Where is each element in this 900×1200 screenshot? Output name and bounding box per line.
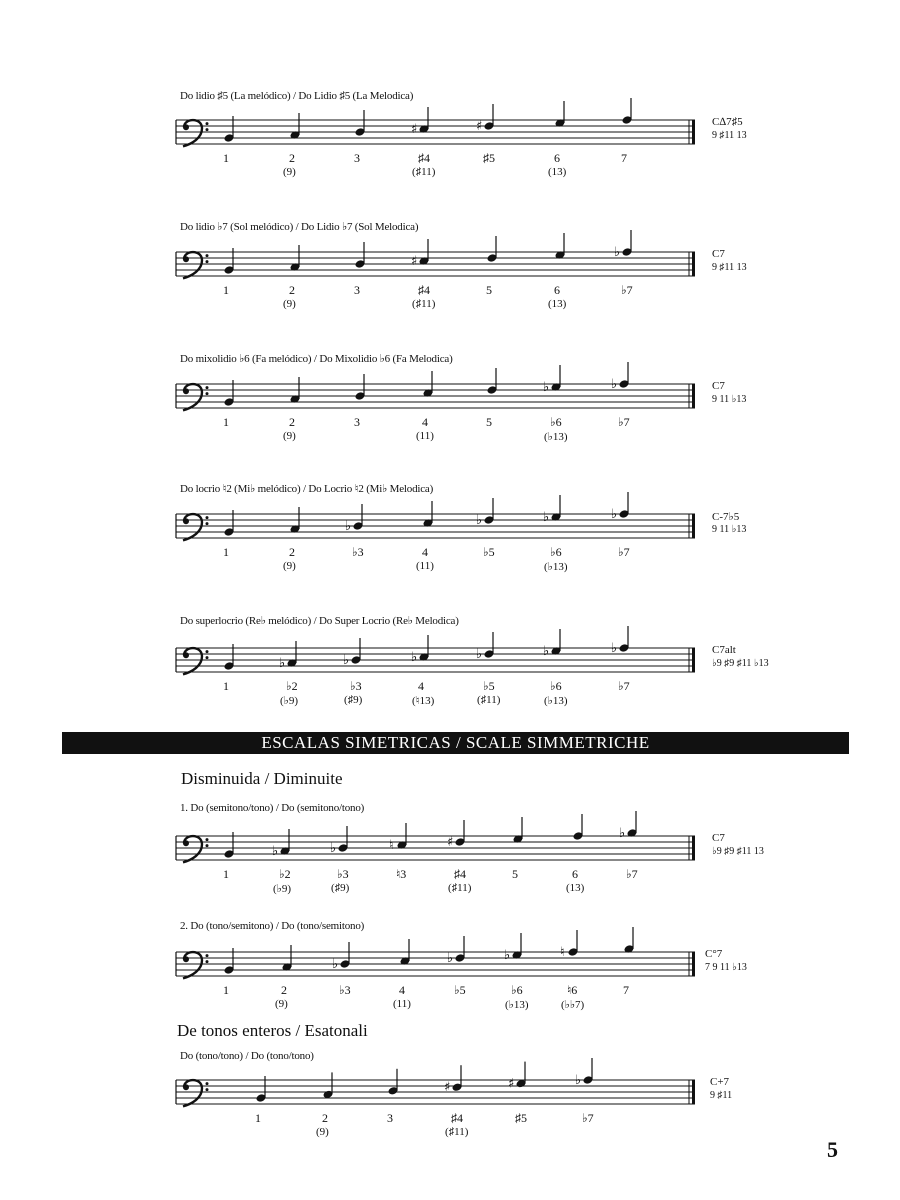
degree-label: 1 [223,983,229,997]
bass-clef-dot [183,388,189,394]
bass-clef-dot [206,254,209,257]
degree-label: ♭7 [626,867,638,881]
chord-extensions: ♭9 ♯9 ♯11 ♭13 [712,658,769,669]
bass-clef-icon [183,648,202,674]
accidental: ♮ [560,945,565,960]
tension-label: (♯11) [448,882,472,894]
chord-symbol: C∆7♯5 [712,116,743,128]
degree-label: ♭7 [618,415,630,429]
accidental: ♭ [330,841,337,856]
degree-label: ♭6 [511,983,523,997]
degree-label: ♭7 [621,283,633,297]
degree-label: 2 [289,545,295,559]
chord-extensions: 9 11 ♭13 [712,394,747,405]
accidental: ♮ [389,838,394,853]
diminished-heading: Disminuida / Diminuite [181,769,343,788]
degree-label: ♭5 [483,679,495,693]
degree-label: 5 [486,415,492,429]
degree-label: 1 [223,283,229,297]
chord-extensions: 7 9 11 ♭13 [705,962,747,973]
chord-extensions: 9 11 ♭13 [712,524,747,535]
bass-clef-icon [183,120,202,146]
degree-label: ♭5 [454,983,466,997]
tension-label: (♭9) [280,695,299,707]
tension-label: (11) [416,560,434,572]
tension-label: (11) [393,998,411,1010]
chord-symbol: C7alt [712,644,736,656]
tension-label: (9) [283,298,296,310]
chord-symbol: C7 [712,248,725,260]
bass-clef-dot [183,1084,189,1090]
degree-label: ♭7 [618,545,630,559]
degree-label: 1 [223,867,229,881]
bass-clef-dot [206,656,209,659]
accidental: ♭ [611,377,618,392]
accidental: ♭ [411,650,418,665]
degree-label: 2 [289,283,295,297]
accidental: ♯ [411,122,418,137]
degree-label: ♮3 [396,867,407,881]
bass-clef-dot [206,516,209,519]
accidental: ♭ [611,507,618,522]
tension-label: (♭9) [273,883,292,895]
accidental: ♭ [476,647,483,662]
chord-extensions: ♭9 ♯9 ♯11 13 [712,846,764,857]
accidental: ♭ [332,957,339,972]
scale-title: 1. Do (semitono/tono) / Do (semitono/tono) [180,802,365,814]
degree-label: 6 [554,151,560,165]
tension-label: (9) [316,1126,329,1138]
accidental: ♭ [345,519,352,534]
bass-clef-dot [183,256,189,262]
degree-label: 5 [512,867,518,881]
degree-label: ♭3 [352,545,364,559]
accidental: ♭ [575,1073,582,1088]
bass-clef-dot [206,960,209,963]
degree-label: 7 [623,983,629,997]
scale-title: Do superlocrio (Re♭ melódico) / Do Super Locrio (Re♭ Melodica) [180,615,459,627]
degree-label: ♮6 [567,983,578,997]
degree-label: ♭2 [279,867,291,881]
accidental: ♭ [543,510,550,525]
degree-label: ♯4 [418,283,430,297]
tension-label: (♯11) [412,166,436,178]
degree-label: 6 [572,867,578,881]
bass-clef-dot [206,386,209,389]
accidental: ♭ [611,641,618,656]
accidental: ♯ [447,835,454,850]
accidental: ♭ [272,844,279,859]
accidental: ♯ [508,1076,515,1092]
tension-label: (9) [283,430,296,442]
degree-label: 1 [255,1111,261,1125]
tension-label: (♭13) [544,431,568,443]
bass-clef-dot [206,650,209,653]
degree-label: 3 [354,415,360,429]
accidental: ♭ [619,826,626,841]
degree-label: ♭7 [618,679,630,693]
tension-label: (♭13) [505,999,529,1011]
tension-label: (♯9) [344,694,363,706]
degree-label: ♯4 [418,151,430,165]
degree-label: ♯4 [454,867,466,881]
bass-clef-dot [206,838,209,841]
degree-label: 3 [387,1111,393,1125]
degree-label: 2 [289,415,295,429]
tension-label: (♯11) [445,1126,469,1138]
degree-label: ♭6 [550,415,562,429]
accidental: ♭ [279,656,286,671]
tension-label: (♭13) [544,695,568,707]
tension-label: (♭13) [544,561,568,573]
banner-text: ESCALAS SIMETRICAS / SCALE SIMMETRICHE [261,733,650,752]
chord-symbol: C°7 [705,948,723,960]
accidental: ♭ [504,948,511,963]
bass-clef-dot [206,122,209,125]
bass-clef-icon [183,252,202,278]
degree-label: ♯5 [515,1111,527,1125]
degree-label: 4 [399,983,405,997]
tension-label: (9) [275,998,288,1010]
tension-label: (13) [566,882,585,894]
tension-label: (9) [283,560,296,572]
bass-clef-dot [206,392,209,395]
bass-clef-icon [183,952,202,978]
degree-label: ♭3 [337,867,349,881]
degree-label: 5 [486,283,492,297]
degree-label: ♯4 [451,1111,463,1125]
bass-clef-dot [183,518,189,524]
chord-extensions: 9 ♯11 13 [712,262,747,273]
bass-clef-dot [183,124,189,130]
accidental: ♭ [343,653,350,668]
tension-label: (13) [548,166,567,178]
accidental: ♭ [543,644,550,659]
bass-clef-dot [183,956,189,962]
bass-clef-dot [206,844,209,847]
degree-label: 7 [621,151,627,165]
degree-label: ♭6 [550,679,562,693]
degree-label: 1 [223,151,229,165]
accidental: ♭ [447,951,454,966]
accidental: ♯ [476,119,483,134]
degree-label: ♯5 [483,151,495,165]
chord-symbol: C7 [712,832,725,844]
tension-label: (♯11) [412,298,436,310]
degree-label: 2 [281,983,287,997]
degree-label: 4 [418,679,424,693]
degree-label: ♭5 [483,545,495,559]
scale-title: Do mixolidio ♭6 (Fa melódico) / Do Mixolidio ♭6 (Fa Melodica) [180,353,453,365]
chord-extensions: 9 ♯11 [710,1090,733,1101]
bass-clef-dot [206,1082,209,1085]
chord-symbol: C+7 [710,1076,730,1088]
tension-label: (♭♭7) [561,999,585,1011]
bass-clef-dot [206,522,209,525]
degree-label: 2 [289,151,295,165]
degree-label: 3 [354,151,360,165]
scale-title: Do locrio ♮2 (Mi♭ melódico) / Do Locrio ♮2 (Mi♭ Melodica) [180,483,434,495]
bass-clef-icon [183,384,202,410]
chord-symbol: C-7♭5 [712,511,740,523]
chord-extensions: 9 ♯11 13 [712,130,747,141]
page-number: 5 [827,1137,838,1162]
degree-label: 4 [422,415,428,429]
tension-label: (9) [283,166,296,178]
bass-clef-icon [183,514,202,540]
degree-label: ♭3 [339,983,351,997]
accidental: ♯ [411,254,418,269]
bass-clef-dot [206,260,209,263]
accidental: ♯ [444,1080,451,1096]
degree-label: ♭2 [286,679,298,693]
bass-clef-dot [183,652,189,658]
scale-title: Do lidio ♭7 (Sol melódico) / Do Lidio ♭7 (Sol Melodica) [180,221,419,233]
tension-label: (♯9) [331,882,350,894]
degree-label: ♭7 [582,1111,594,1125]
tension-label: (♯11) [477,694,501,706]
accidental: ♭ [476,513,483,528]
bass-clef-dot [206,1088,209,1091]
tension-label: (11) [416,430,434,442]
section-banner [62,732,849,754]
degree-label: 4 [422,545,428,559]
accidental: ♭ [543,380,550,395]
chord-symbol: C7 [712,380,725,392]
degree-label: 1 [223,545,229,559]
degree-label: ♭3 [350,679,362,693]
degree-label: 1 [223,415,229,429]
bass-clef-dot [206,954,209,957]
degree-label: ♭6 [550,545,562,559]
degree-label: 6 [554,283,560,297]
degree-label: 1 [223,679,229,693]
degree-label: 2 [322,1111,328,1125]
scale-title: 2. Do (tono/semitono) / Do (tono/semitono) [180,920,365,932]
bass-clef-icon [183,1080,202,1106]
degree-label: 3 [354,283,360,297]
whole-tone-heading: De tonos enteros / Esatonali [177,1021,368,1040]
bass-clef-dot [206,128,209,131]
tension-label: (13) [548,298,567,310]
bass-clef-icon [183,836,202,862]
bass-clef-dot [183,840,189,846]
scale-title: Do (tono/tono) / Do (tono/tono) [180,1050,314,1062]
tension-label: (♮13) [412,695,435,707]
scale-title: Do lidio ♯5 (La melódico) / Do Lidio ♯5 (La Melodica) [180,90,414,102]
accidental: ♭ [614,245,621,260]
